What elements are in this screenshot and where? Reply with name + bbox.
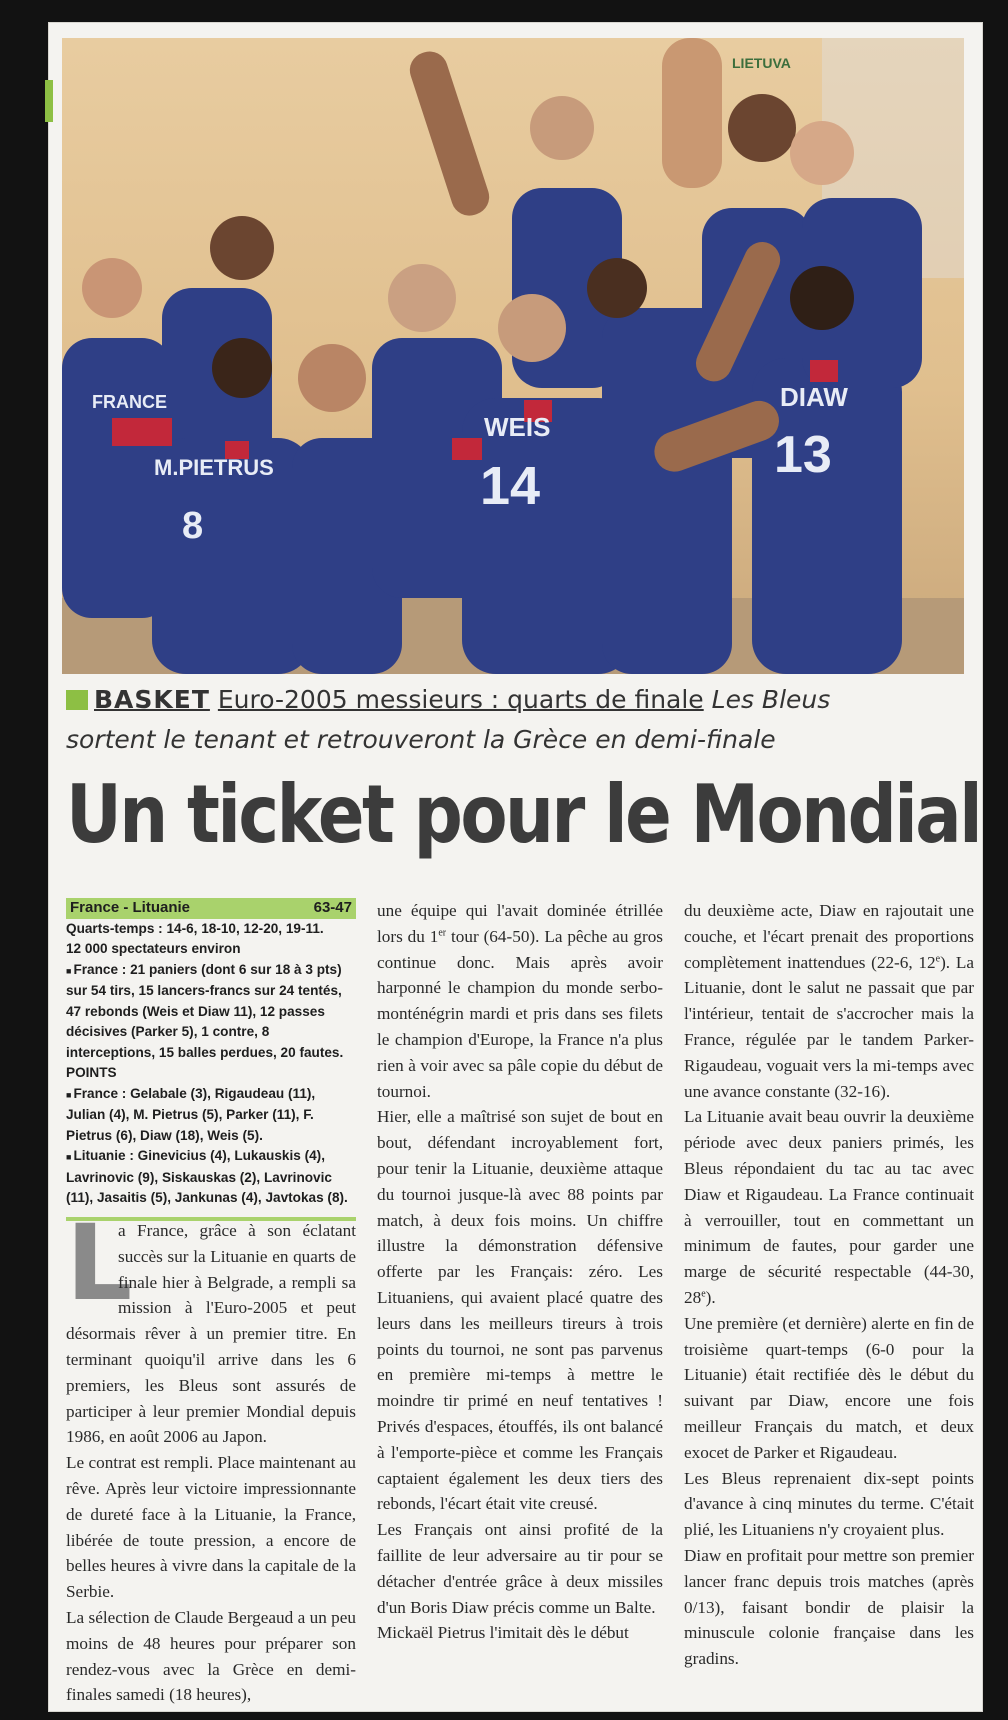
superscript: e <box>701 1288 706 1300</box>
paragraph-text: La Lituanie avait beau ouvrir la deuxième période avec deux paniers primés, les Bleus répondaient du tac au tac avec Diaw et Rigaudeau. La France continuait à verrouiller, tout en commettant un minimum de fautes, pour garder une marge de sécurité respectable (44-30, 28 <box>684 1107 974 1307</box>
article-column-3 <box>684 898 974 1672</box>
article-paragraph: Diaw en profitait pour mettre son premier lancer franc depuis trois matches (après 0/13), faisant bondir de plaisir la minuscule colonie française dans les gradins. <box>684 1545 974 1669</box>
france-stats: ■ France : 21 paniers (dont 6 sur 18 à 3 pts) sur 54 tirs, 15 lancers-francs sur 24 tentés, 47 rebonds (Weis et Diaw 11), 12 passes décisives (Parker 5), 1 contre, 8 interceptions, 15 balles perdues, 20 fautes. <box>66 960 356 1064</box>
article-paragraph: Mickaël Pietrus l'imitait dès le début <box>377 1623 629 1643</box>
article-kicker <box>66 680 961 760</box>
superscript: e <box>935 952 941 964</box>
paragraph-text: ). <box>705 1287 716 1307</box>
paragraph-text: une équipe qui l'avait dominée étrillée lors du 1 <box>377 901 663 946</box>
attendance: 12 000 spectateurs environ <box>66 941 241 956</box>
article-column-2 <box>377 898 663 1646</box>
deck-part-1: Les Bleus <box>711 685 831 714</box>
score-bar <box>66 898 356 919</box>
article-paragraph: Une première (et dernière) alerte en fin de troisième quart-temps (6-0 pour la Lituanie) était rectifiée dès le début du suivant par Diaw, encore une fois meilleur Français du match, et deux exocet de Parker et Rigaudeau. <box>684 1313 974 1462</box>
headline: Un ticket pour le Mondial <box>66 768 981 861</box>
article-paragraph <box>684 898 974 1104</box>
jersey-number-8: 8 <box>182 505 204 547</box>
article-paragraph: Les Bleus reprenaient dix-sept points d'avance à cinq minutes du terme. C'était plié, les Lituaniens n'y croyaient plus. <box>684 1468 974 1540</box>
deck-part-2: sortent le tenant et retrouveront la Grèce en demi-finale <box>66 725 776 754</box>
score-box <box>66 898 356 1221</box>
france-points: ■ France : Gelabale (3), Rigaudeau (11), Julian (4), M. Pietrus (5), Parker (11), F. Pietrus (6), Diaw (18), Weis (5). <box>66 1084 356 1147</box>
match-label: France - Lituanie <box>70 899 191 916</box>
paragraph-text: du deuxième acte, Diaw en rajoutait une couche, et l'écart prenait des proportions complètement inattendues (22-6, 12 <box>684 901 974 972</box>
section-square-icon <box>66 690 88 710</box>
jersey-number-14: 14 <box>480 456 541 516</box>
points-heading: POINTS <box>66 1065 117 1080</box>
article-paragraph: Les Français ont ainsi profité de la faillite de leur adversaire au tir pour se détacher d'entrée grâce à deux missiles d'un Boris Diaw précis comme un Balte. <box>377 1520 663 1617</box>
article-paragraph: Hier, elle a maîtrisé son sujet de bout en bout, défendant incroyablement fort, pour tenir la Lituanie, deuxième attaque du tournoi jusque-là avec 88 points par match, à deux fois moins. Un chiffre illustre la démonstration défensive offerte par les Français: zéro. Les Lituaniens, qui avaient placé quatre des leurs dans les meilleurs tireurs à trois points du tournoi, ne sont pas parvenus en première mi-temps à mettre le moindre tir primé en neuf tentatives ! Privés d'espaces, étouffés, ils ont balancé à l'emporte-pièce et comme les Français captaient également les deux tiers des rebonds, l'écart était vite creusé. <box>377 1107 663 1514</box>
quarter-scores: Quarts-temps : 14-6, 18-10, 12-20, 19-11. <box>66 920 324 936</box>
drop-cap: L <box>66 1202 133 1324</box>
article-paragraph: Le contrat est rempli. Place maintenant au rêve. Après leur victoire impressionnante de dureté face à la Lituanie, la France, libérée de toute pression, a encore de belles heures à vivre dans la capitale de la Serbie. <box>66 1453 356 1602</box>
article-paragraph <box>66 1202 356 1450</box>
jersey-name-pietrus: M.PIETRUS <box>154 455 274 480</box>
players-illustration <box>62 38 964 674</box>
paragraph-text: a France, grâce à son éclatant succès sur la Lituanie en quarts de finale hier à Belgrade, a rempli sa mission à l'Euro-2005 et peut désormais rêver à un premier titre. En terminant quoiqu'il arrive dans les 6 premiers, les Bleus sont assurés de participer à leur premier Mondial depuis 1986, en août 2006 au Japon. <box>66 1221 356 1447</box>
match-result: 63-47 <box>313 899 352 916</box>
paragraph-text: tour (64-50). La pêche au gros continue donc. Mais après avoir harponné le champion du monde serbo-monténégrin mardi et pris dans ses filets le champion d'Europe, la France n'a plus rien à voir avec sa pâle copie du début de tournoi. <box>377 926 663 1101</box>
article-paragraph: La sélection de Claude Bergeaud a un peu moins de 48 heures pour préparer son rendez-vous avec la Grèce en demi-finales samedi (18 heures), <box>66 1607 356 1705</box>
section-color-strip <box>45 80 53 122</box>
article-paragraph <box>684 1104 974 1310</box>
jersey-name-diaw: DIAW <box>780 382 848 412</box>
section-label: BASKET <box>94 685 210 714</box>
jersey-lietuva-text: LIETUVA <box>732 55 791 71</box>
paragraph-text: ). La Lituanie, dont le salut ne passait que par l'intérieur, tentait de s'accrocher mais la France, régulée par le tandem Parker-Rigaudeau, voguait vers la mi-temps avec une avance constante (32-16). <box>684 952 974 1101</box>
lituanie-points: ■ Lituanie : Ginevicius (4), Lukauskis (4), Lavrinovic (9), Siskauskas (2), Lavrinovic (11), Jasaitis (5), Jankunas (4), Javtokas (8). <box>66 1146 356 1209</box>
jersey-name-weis: WEIS <box>484 412 551 442</box>
superscript: er <box>438 927 447 939</box>
jersey-number-13: 13 <box>774 426 832 484</box>
competition-label: Euro-2005 messieurs : quarts de finale <box>217 685 704 714</box>
article-paragraph <box>377 898 663 1104</box>
team-celebration-photo <box>62 38 964 674</box>
article-column-1 <box>66 1202 356 1708</box>
jersey-france-text: FRANCE <box>92 392 167 412</box>
